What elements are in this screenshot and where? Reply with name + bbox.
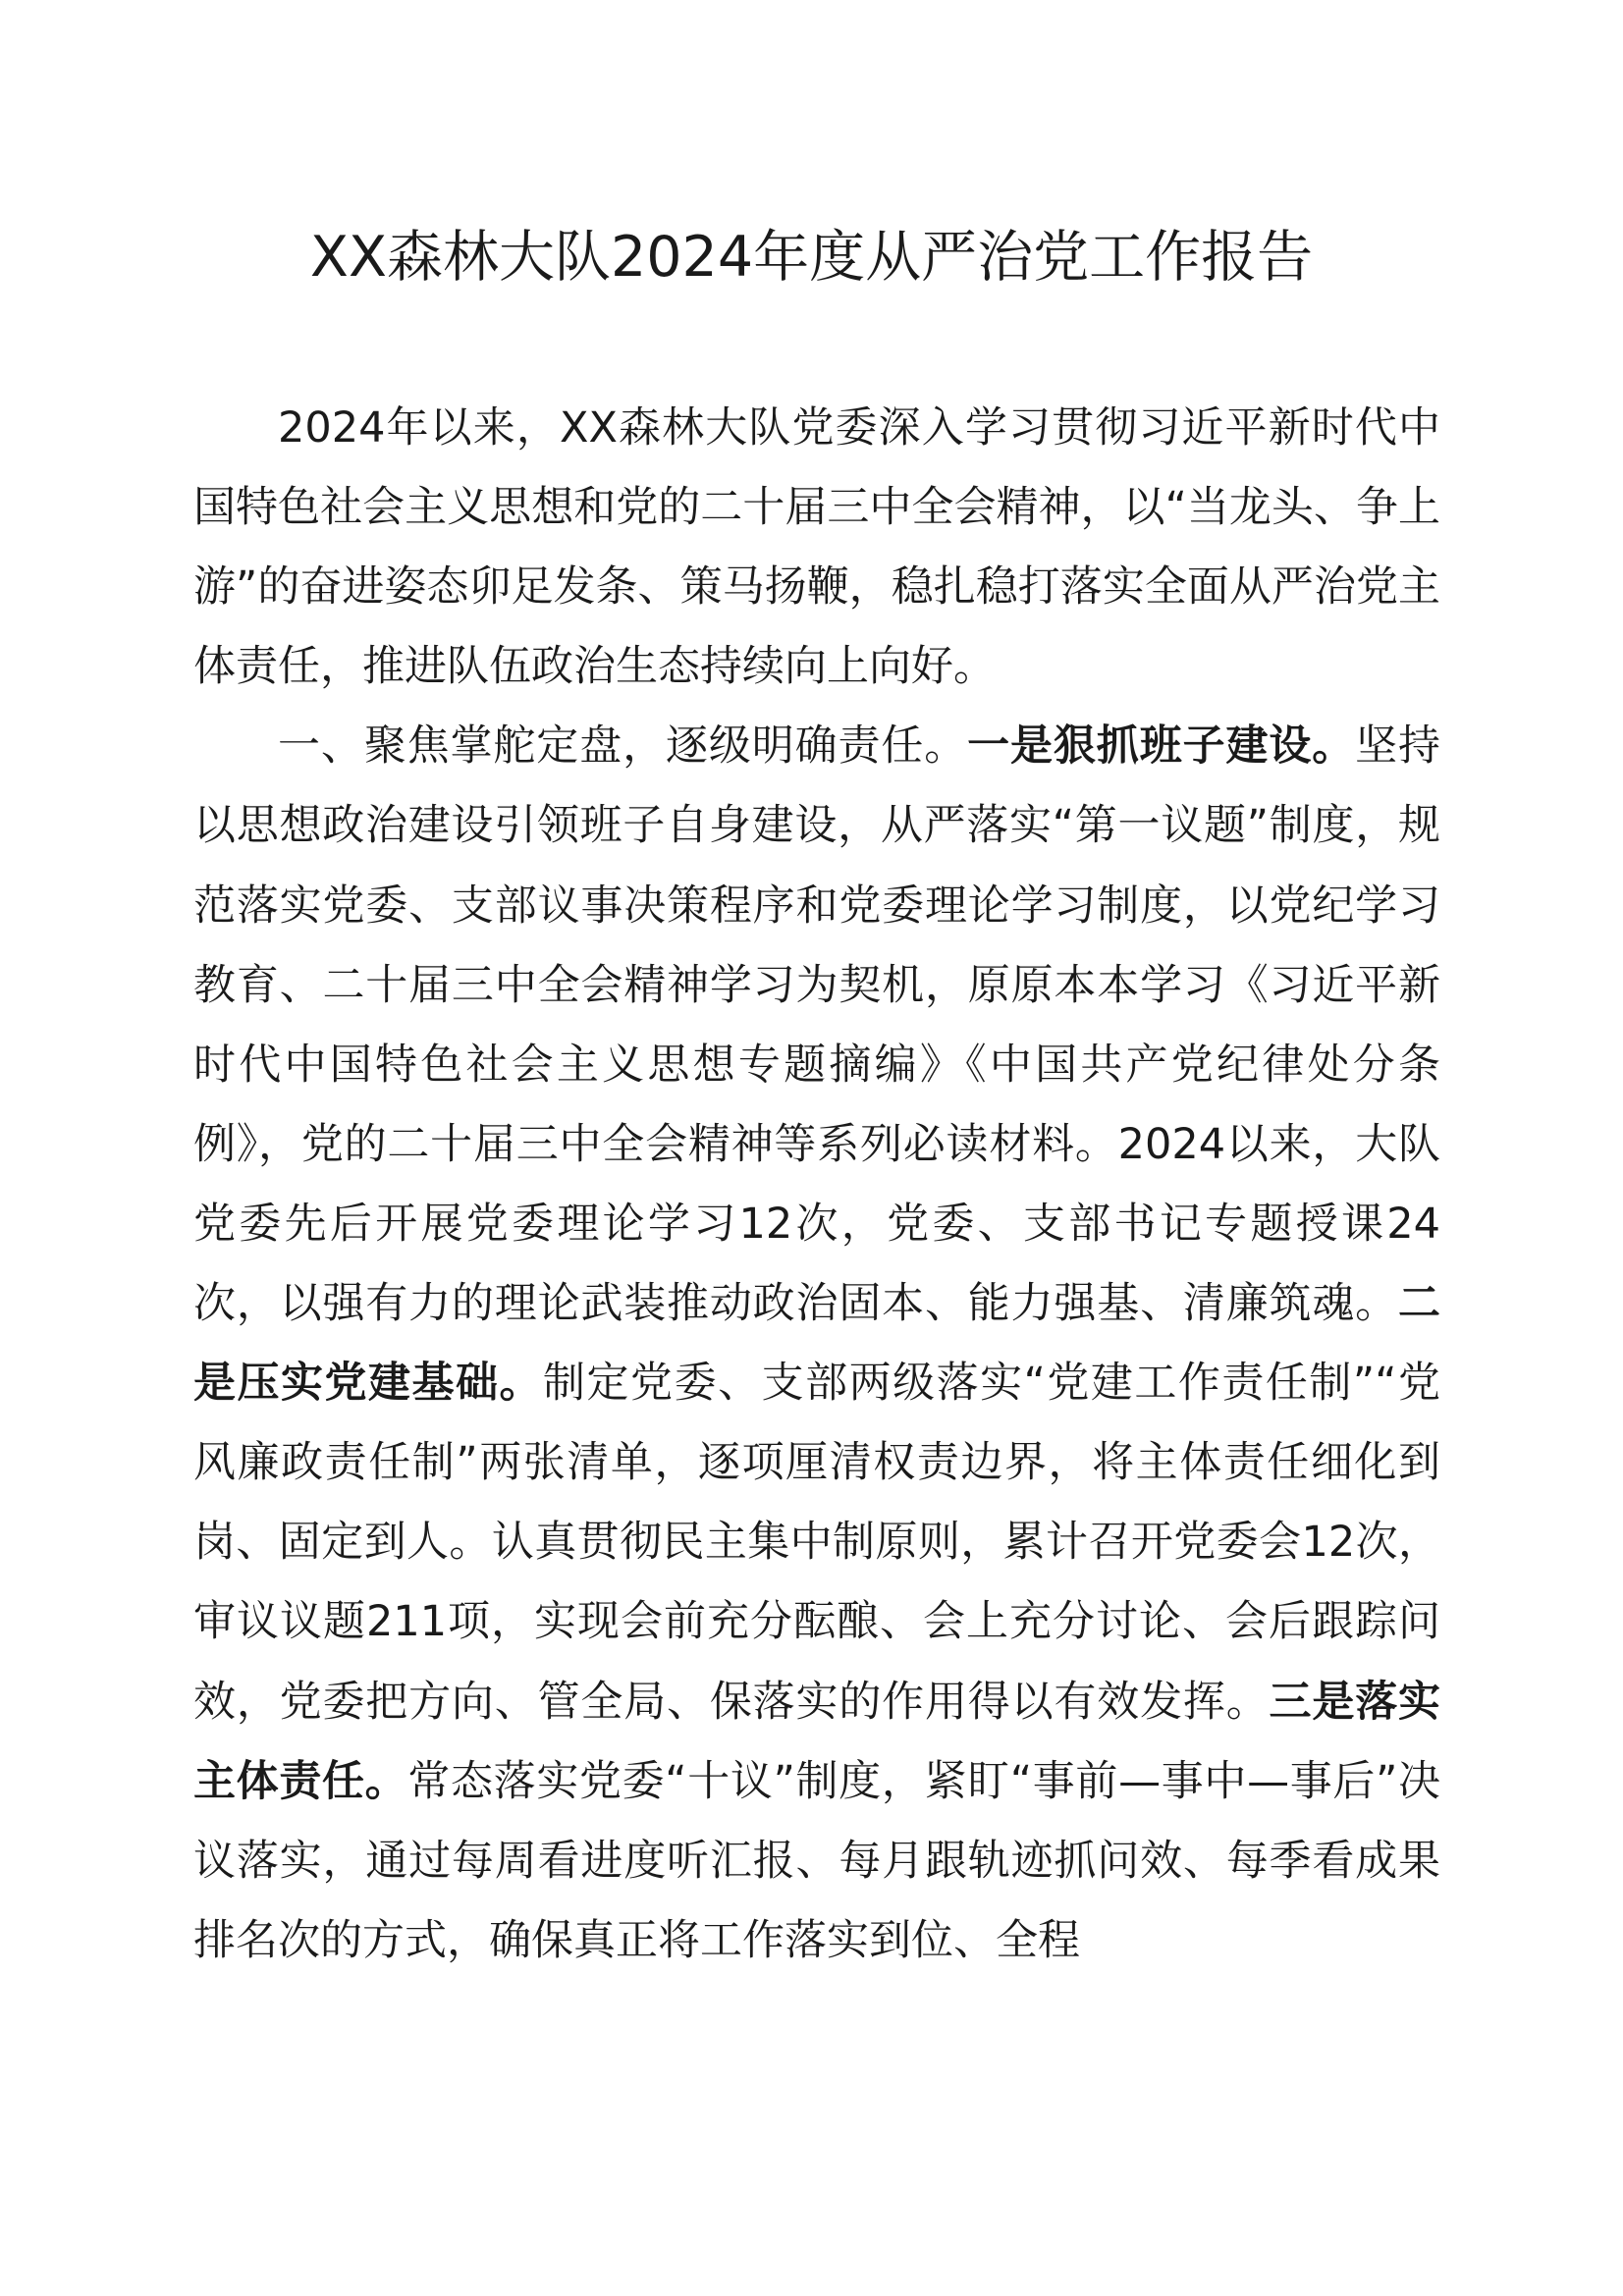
point-3-label: 三是落实主体责任。 [193, 1677, 1441, 1806]
point-1-text: 坚持以思想政治建设引领班子自身建设，从严落实“第一议题”制度，规范落实党委、支部议事决策程序和党委理论学习制度，以党纪学习教育、二十届三中全会精神学习为契机，原原本本学习《习近平新时代中国特色社会主义思想专题摘编》《中国共产党纪律处分条例》，党的二十届三中全会精神等系列必读材料。2024以来，大队党委先后开展党委理论学习12次，党委、支部书记专题授课24次，以强有力的理论武装推动政治固本、能力强基、清廉筑魂。 [193, 721, 1441, 1329]
document-title: XX森林大队2024年度从严治党工作报告 [309, 225, 1314, 290]
document-body [193, 389, 1440, 1981]
intro-paragraph: 2024年以来，XX森林大队党委深入学习贯彻习近平新时代中国特色社会主义思想和党的二十届三中全会精神，以“当龙头、争上游”的奋进姿态卯足发条、策马扬鞭，稳扎稳打落实全面从严治党主体责任，推进队伍政治生态持续向上向好。 [193, 403, 1440, 692]
point-2-text: 制定党委、支部两级落实“党建工作责任制”“党风廉政责任制”两张清单，逐项厘清权责边界，将主体责任细化到岗、固定到人。认真贯彻民主集中制原则，累计召开党委会12次，审议议题211项，实现会前充分酝酿、会上充分讨论、会后跟踪问效，党委把方向、管全局、保落实的作用得以有效发挥。 [193, 1359, 1440, 1727]
point-1-label: 一是狠抓班子建设。 [967, 721, 1356, 772]
point-3-text: 常态落实党委“十议”制度，紧盯“事前—事中—事后”决议落实，通过每周看进度听汇报、每月跟轨迹抓问效、每季看成果排名次的方式，确保真正将工作落实到位、全程 [193, 1756, 1441, 1965]
point-2-label: 二是压实党建基础。 [193, 1279, 1440, 1409]
section-1-heading: 一、聚焦掌舵定盘，逐级明确责任。 [278, 721, 968, 772]
section-1-paragraph [193, 707, 1440, 1981]
